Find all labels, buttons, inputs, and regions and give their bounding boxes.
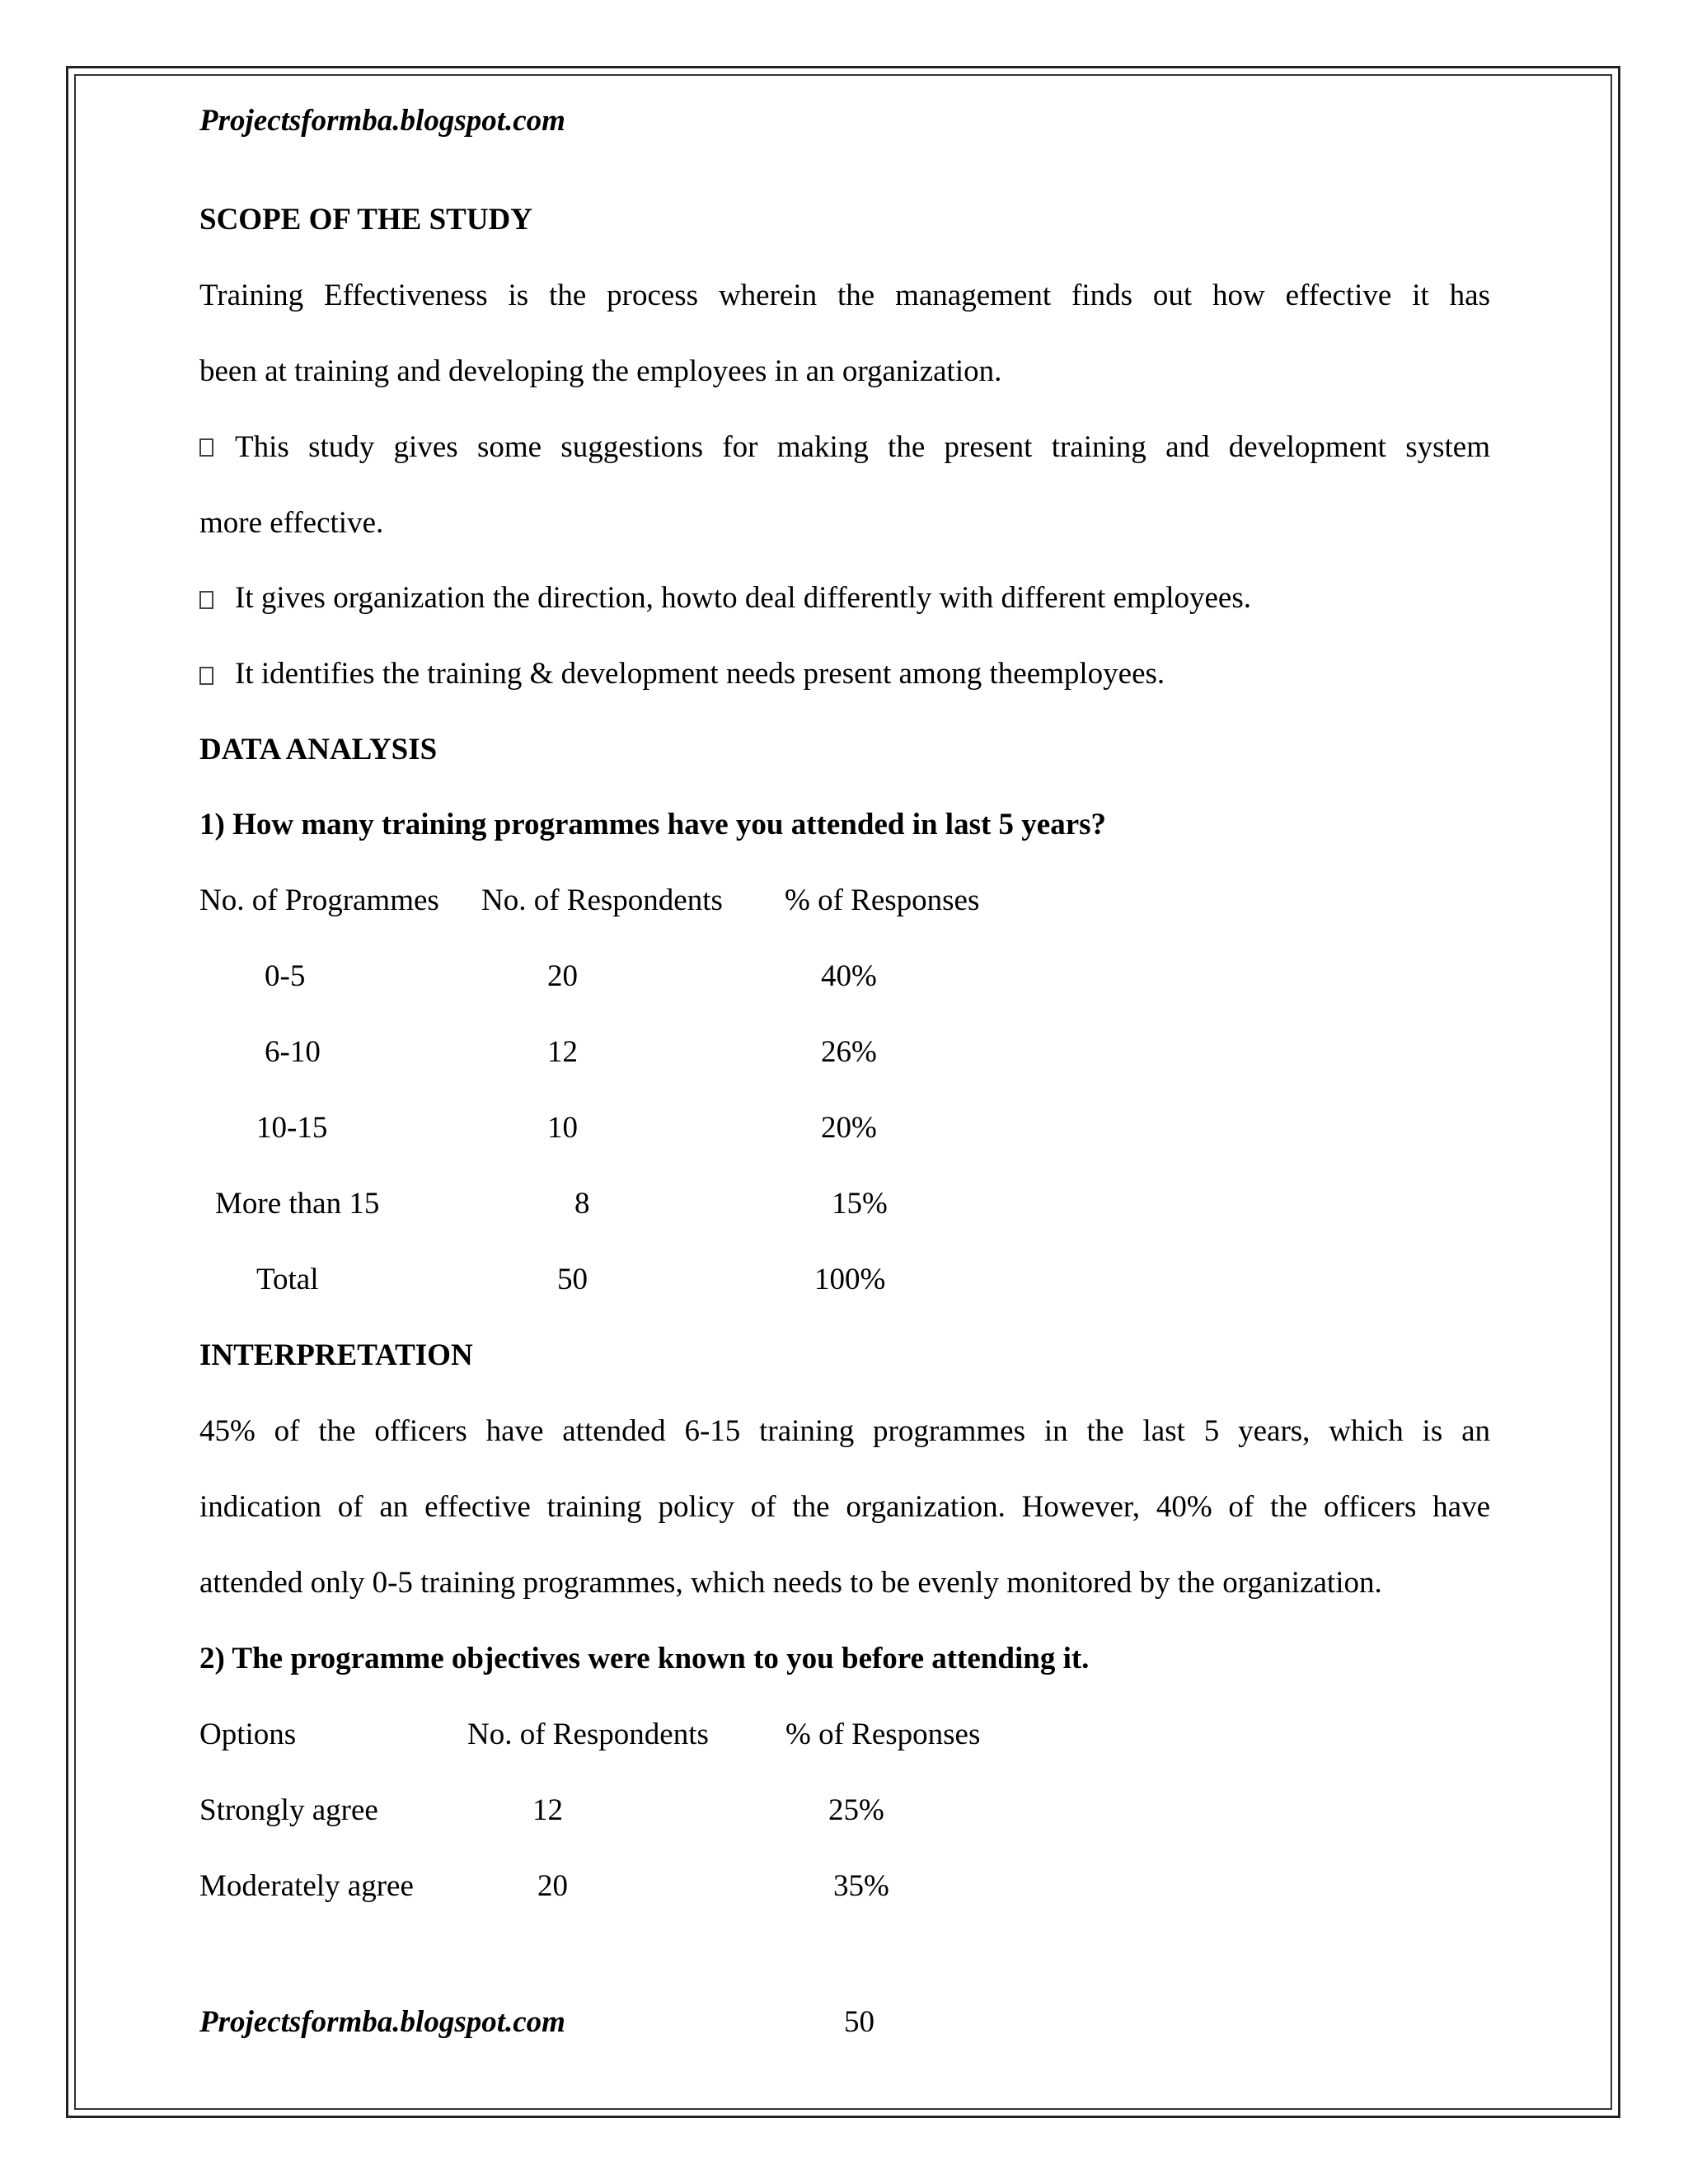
q2-row-label: Moderately agree — [199, 1869, 414, 1903]
q1-row-respondents: 10 — [547, 1111, 578, 1145]
q2-row-respondents: 20 — [537, 1869, 568, 1903]
header-site: Projectsformba.blogspot.com — [199, 104, 565, 138]
q1-row-respondents: 8 — [574, 1187, 590, 1221]
bullet-item-2 — [199, 583, 1251, 613]
bullet-glyph-icon — [199, 438, 213, 457]
bullet-item-1 — [199, 432, 1490, 462]
q1-column-header-percent: % of Responses — [785, 883, 980, 917]
footer-site: Projectsformba.blogspot.com — [199, 2005, 565, 2039]
q2-row-percent: 25% — [828, 1793, 884, 1827]
interpretation-line-1: 45% of the officers have attended 6-15 training programmes in the last 5 years, which is an — [199, 1414, 1490, 1448]
question-2: 2) The programme objectives were known to you before attending it. — [199, 1642, 1090, 1675]
q2-row-label: Strongly agree — [199, 1793, 378, 1827]
q2-column-header-options: Options — [199, 1718, 297, 1751]
q1-row-percent-total: 100% — [814, 1263, 886, 1296]
interpretation-line-3: attended only 0-5 training programmes, which needs to be evenly monitored by the organization. — [199, 1566, 1382, 1600]
interpretation-line-2: indication of an effective training policy of the organization. However, 40% of the officers have — [199, 1490, 1490, 1524]
q1-row-percent: 40% — [821, 959, 877, 993]
bullet-1-text-line-2: more effective. — [199, 506, 384, 540]
q2-row-percent: 35% — [833, 1869, 889, 1903]
bullet-1-text-line-1: This study gives some suggestions for making the present training and development system — [235, 430, 1490, 464]
q2-column-header-respondents: No. of Respondents — [467, 1718, 709, 1751]
page-number: 50 — [844, 2005, 874, 2039]
scope-paragraph-line-1: Training Effectiveness is the process wherein the management finds out how effective it has — [199, 279, 1490, 312]
data-analysis-heading: DATA ANALYSIS — [199, 733, 438, 766]
q1-row-percent: 20% — [821, 1111, 877, 1145]
bullet-3-text: It identifies the training & development needs present among theemployees. — [235, 657, 1165, 691]
q1-row-respondents: 20 — [547, 959, 578, 993]
interpretation-heading: INTERPRETATION — [199, 1338, 473, 1372]
bullet-glyph-icon — [199, 667, 213, 685]
q1-row-percent: 26% — [821, 1035, 877, 1069]
q1-row-respondents: 12 — [547, 1035, 578, 1069]
q1-column-header-programmes: No. of Programmes — [199, 883, 439, 917]
q1-row-label: 0-5 — [265, 959, 306, 993]
q1-row-label: 6-10 — [265, 1035, 321, 1069]
q1-column-header-respondents: No. of Respondents — [481, 883, 723, 917]
bullet-glyph-icon — [199, 591, 213, 609]
q1-row-label-total: Total — [256, 1263, 319, 1296]
q1-row-label: 10-15 — [256, 1111, 328, 1145]
q2-column-header-percent: % of Responses — [785, 1718, 981, 1751]
q1-row-percent: 15% — [832, 1187, 888, 1221]
bullet-2-text: It gives organization the direction, howto deal differently with different employees. — [235, 581, 1251, 615]
scope-paragraph-line-2: been at training and developing the employees in an organization. — [199, 354, 1002, 388]
q1-row-respondents-total: 50 — [557, 1263, 588, 1296]
q1-row-label: More than 15 — [215, 1187, 380, 1221]
q2-row-respondents: 12 — [532, 1793, 563, 1827]
question-1: 1) How many training programmes have you attended in last 5 years? — [199, 808, 1107, 841]
bullet-item-3 — [199, 658, 1165, 689]
scope-heading: SCOPE OF THE STUDY — [199, 203, 533, 237]
